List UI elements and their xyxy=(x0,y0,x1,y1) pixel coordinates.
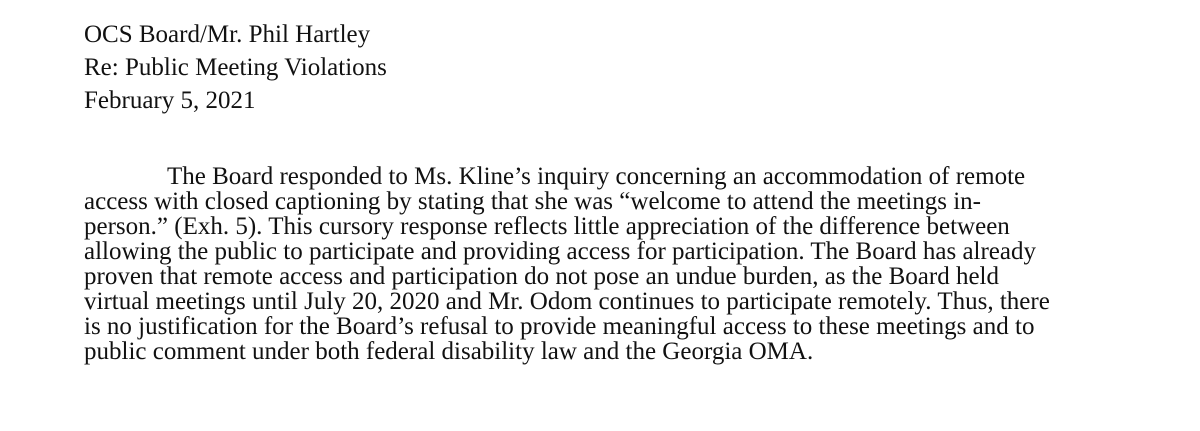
recipient-line: OCS Board/Mr. Phil Hartley xyxy=(84,21,371,48)
letter-header xyxy=(84,18,387,117)
paragraph-line: person.” (Exh. 5). This cursory response reflects little appreciation of the difference between xyxy=(84,213,1010,240)
paragraph-line: allowing the public to participate and providing access for participation. The Board has already xyxy=(84,238,1037,265)
paragraph-line: virtual meetings until July 20, 2020 and Mr. Odom continues to participate remotely. Thus, there xyxy=(84,288,1050,315)
paragraph-line: The Board responded to Ms. Kline’s inquiry concerning an accommodation of remote xyxy=(167,163,1026,190)
date-line: February 5, 2021 xyxy=(84,87,256,114)
body-paragraph xyxy=(84,164,1144,364)
paragraph-line: proven that remote access and participation do not pose an undue burden, as the Board held xyxy=(84,263,999,290)
paragraph-line: public comment under both federal disability law and the Georgia OMA. xyxy=(84,338,814,365)
paragraph-line: access with closed captioning by stating that she was “welcome to attend the meetings in- xyxy=(84,188,981,215)
paragraph-line: is no justification for the Board’s refusal to provide meaningful access to these meetings and to xyxy=(84,313,1035,340)
subject-line: Re: Public Meeting Violations xyxy=(84,54,387,81)
